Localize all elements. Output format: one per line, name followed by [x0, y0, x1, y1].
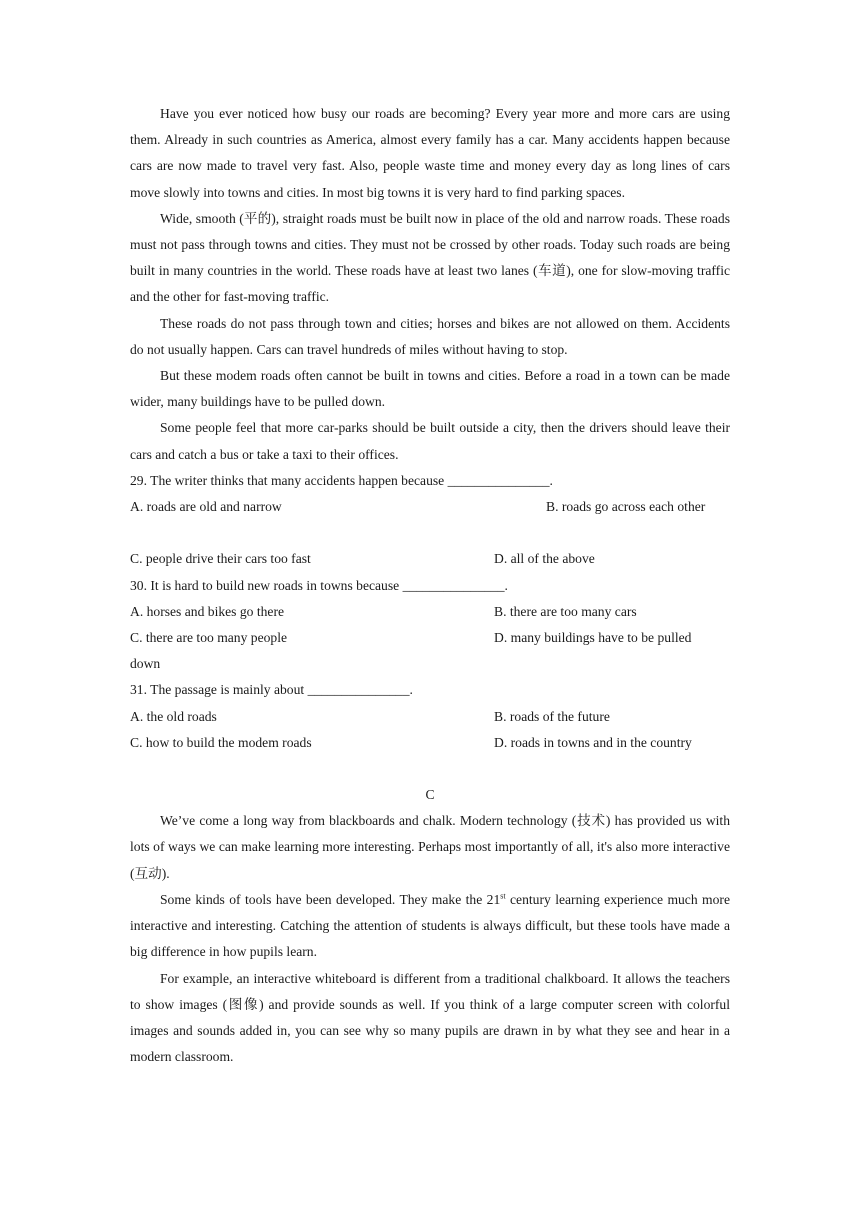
question-30-option-a: A. horses and bikes go there	[130, 603, 285, 619]
passage-c-paragraph-2	[130, 887, 730, 966]
question-31-options-ab	[130, 704, 730, 730]
passage-b-paragraph-5: Some people feel that more car-parks should be built outside a city, then the drivers should leave their cars and catch a bus or take a taxi to their offices.	[130, 420, 730, 462]
section-c-title: C	[425, 787, 435, 803]
question-29-stem: 29. The writer thinks that many accidents happen because _______________.	[130, 472, 553, 488]
question-31-option-c: C. how to build the modem roads	[130, 734, 312, 750]
question-31-options-cd	[130, 730, 730, 756]
passage-b-paragraph-3: These roads do not pass through town and cities; horses and bikes are not allowed on them. Accidents do not usually happen. Cars can travel hundreds of miles without having to stop.	[130, 315, 730, 357]
question-30-options-cd	[130, 625, 730, 651]
question-30-stem: 30. It is hard to build new roads in towns because _______________.	[130, 577, 508, 593]
question-29-option-a: A. roads are old and narrow	[130, 499, 282, 515]
question-29-option-d: D. all of the above	[494, 551, 595, 567]
passage-c-paragraph-2-end: century learning experience much more interactive and interesting. Catching the attention of students is always difficult, but these tools have made a big difference in how pupils learn.	[130, 891, 730, 960]
question-30-option-b: B. there are too many cars	[494, 603, 637, 619]
question-29-option-c: C. people drive their cars too fast	[130, 551, 311, 567]
passage-c-paragraph-1: We’ve come a long way from blackboards and chalk. Modern technology (技术) has provided us with lots of ways we can make learning more interesting. Perhaps most importantly of all, it's also more interactive (互动).	[130, 813, 730, 881]
passage-b-paragraph-4: But these modem roads often cannot be built in towns and cities. Before a road in a town can be made wider, many buildings have to be pulled down.	[130, 368, 730, 410]
blank-line	[130, 520, 730, 546]
question-31-option-d: D. roads in towns and in the country	[494, 734, 692, 750]
question-31-option-b: B. roads of the future	[494, 708, 610, 724]
question-30-option-d: D. many buildings have to be pulled	[494, 629, 692, 645]
passage-b-paragraph-2: Wide, smooth (平的), straight roads must be built now in place of the old and narrow roads. These roads must not pass through towns and cities. They must not be crossed by other roads. Today such roads are being built in many countries in the world. These roads have at least two lanes (车道), one for slow-moving traffic and the other for fast-moving traffic.	[130, 210, 730, 305]
question-30-options-ab	[130, 599, 730, 625]
question-31-option-a: A. the old roads	[130, 708, 217, 724]
question-30-option-d-continued: down	[130, 656, 161, 672]
ordinal-suffix: st	[500, 891, 506, 901]
question-29-options-ab	[130, 494, 730, 520]
passage-c-paragraph-3: For example, an interactive whiteboard is different from a traditional chalkboard. It allows the teachers to show images (图像) and provide sounds as well. If you think of a large computer screen with colorful images and sounds added in, you can see why so many pupils are drawn in by what they see and hear in a modern classroom.	[130, 970, 730, 1065]
question-30-option-c: C. there are too many people	[130, 629, 288, 645]
question-29-option-b: B. roads go across each other	[546, 499, 706, 515]
question-29-options-cd	[130, 546, 730, 572]
document-page	[130, 101, 730, 1070]
passage-b-paragraph-1: Have you ever noticed how busy our roads are becoming? Every year more and more cars are using them. Already in such countries as America, almost every family has a car. Many accidents happen because cars are now made to travel very fast. Also, people waste time and money every day as long lines of cars move slowly into towns and cities. In most big towns it is very hard to find parking spaces.	[130, 106, 730, 200]
question-31-stem: 31. The passage is mainly about _______________.	[130, 682, 413, 698]
passage-c-paragraph-2-start: Some kinds of tools have been developed. They make the 21	[160, 891, 501, 907]
